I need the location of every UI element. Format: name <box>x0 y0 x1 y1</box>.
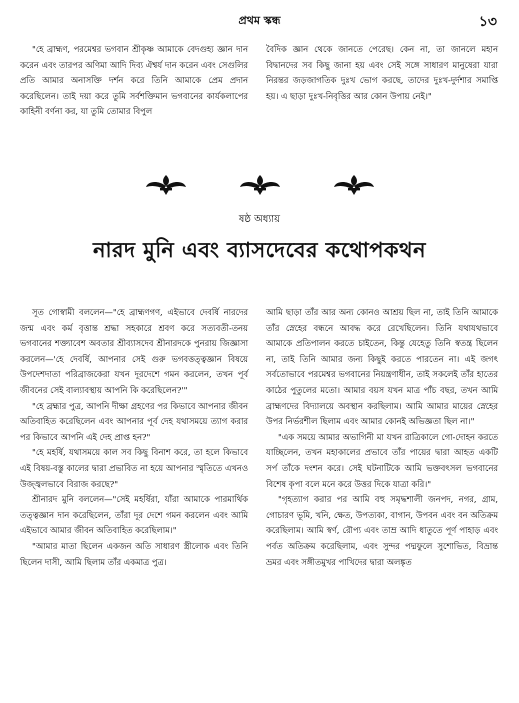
paragraph: "হে মহর্ষি, যথাসময়ে কাল সব কিছু বিনাশ করে, তা হলে কিভাবে এই বিষয়-বস্তু কালের দ্বারা প্রভাবিত না হয়ে আপনার স্মৃতিতে এখনও উজ্জ্বলভাবে বিরাজ করছে?" <box>20 447 248 489</box>
paragraph: বৈদিক জ্ঞান থেকে জানতে পেরেছ। কেন না, তা জানলে মহান বিদ্বানদের সব কিছু জানা হয় এবং সেই সঙ্গে সাধারণ মানুষেরা যারা নিরন্তর জড়জাগতিক দুঃখ ভোগ করছে, তাদের দুঃখ-দুর্দশার সমাপ্তি হয়। এ ছাড়া দুঃখ-নিবৃত্তির আর কোন উপায় নেই।" <box>266 44 498 101</box>
paragraph: "আমার মাতা ছিলেন একজন অতি সাধারণ স্ত্রীলোক এবং তিনি ছিলেন দাসী, আমি ছিলাম তাঁর একমাত্র পুত্র। <box>20 540 248 567</box>
paragraph: "এক সময়ে আমার অভাগিনী মা যখন রাত্রিকালে গো-দোহন করতে যাচ্ছিলেন, তখন মহাকালের প্রভাবে তাঁর পায়ের দ্বারা আহত একটি সর্প তাঁকে দংশন করে। সেই ঘটনাটিকে আমি ভক্তবৎসল ভগবানের বিশেষ কৃপা বলে মনে করে উত্তর দিকে যাত্রা করি।" <box>266 431 498 489</box>
paragraph: শ্রীনারদ মুনি বললেন—"সেই মহর্ষিরা, যাঁরা আমাকে পারমার্থিক তত্ত্বজ্ঞান দান করেছিলেন, তাঁরা দূর দেশে গমন করলেন এবং আমি এইভাবে আমার জীবন অতিবাহিত করেছিলাম।" <box>20 494 248 536</box>
page-number: ১৩ <box>478 14 497 30</box>
paragraph: আমি ছাড়া তাঁর আর অন্য কোনও আশ্রয় ছিল না, তাই তিনি আমাকে তাঁর স্নেহের বন্ধনে আবদ্ধ করে রেখেছিলেন। তিনি যথাযথভাবে আমাকে প্রতিপালন করতে চাইতেন, কিন্তু যেহেতু তিনি স্বতন্ত্র ছিলেন না, তাই তিনি আমার জন্য কিছুই করতে পারতেন না। এই জগৎ সর্বতোভাবে পরমেশ্বর ভগবানের নিয়ন্ত্রণাধীন, তাই সকলেই তাঁর হাতের কাঠের পুতুলের মতো। আমার বয়স যখন মাত্র পাঁচ বছর, তখন আমি ব্রাহ্মণদের বিদ্যালয়ে অবস্থান করছিলাম। আমি আমার মায়ের স্নেহের উপর নির্ভরশীল ছিলাম এবং আমার কোনই অভিজ্ঞতা ছিল না।" <box>266 307 498 427</box>
fleur-de-lis-icon <box>140 172 192 196</box>
paragraph: "হে ব্রহ্মার পুত্র, আপনি দীক্ষা গ্রহণের পর কিভাবে আপনার জীবন অতিবাহিত করেছিলেন এবং আপনার পূর্ব দেহ যথাসময়ে ত্যাগ করার পর কিভাবে আপনি এই দেহ প্রাপ্ত হন?" <box>20 400 248 442</box>
page-header <box>0 12 519 32</box>
paragraph: "হে ব্রাহ্মণ, পরমেশ্বর ভগবান শ্রীকৃষ্ণ আমাকে বেদগুহ্য জ্ঞান দান করেন এবং তারপর অণিমা আদি দিব্য ঐশ্বর্য দান করেন এবং সেগুলির প্রতি আমার অনাসক্তি দর্শন করে তিনি আমাকে প্রেম প্রদান করেছিলেন। তাই দয়া করে তুমি সর্বশক্তিমান ভগবানের কার্যকলাপের কাহিনী বর্ণনা কর, যা তুমি তোমার বিপুল <box>20 44 248 117</box>
chapter-title: নারদ মুনি এবং ব্যাসদেবের কথোপকথন <box>93 237 426 262</box>
main-right-column <box>266 305 498 570</box>
fleur-de-lis-icon <box>234 172 286 196</box>
top-right-column <box>266 42 498 104</box>
ornament-divider <box>0 172 519 200</box>
paragraph: সূত গোস্বামী বললেন—"হে ব্রাহ্মণগণ, এইভাবে দেবর্ষি নারদের জন্ম এবং কর্ম বৃত্তান্ত শ্রদ্ধা সহকারে শ্রবণ করে সত্যবতী-তনয় ভগবানের শক্ত্যাবেশ অবতার শ্রীব্যাসদেব শ্রীনারদকে পুনরায় জিজ্ঞাসা করলেন—'হে দেবর্ষি, আপনার সেই গুরু ভগবত্তত্ত্বজ্ঞান বিষয়ে উপদেশদাতা পরিব্রাজকেরা যখন দূরদেশে গমন করলেন, তখন পূর্ব জীবনের সেই বাল্যাবস্থায় আপনি কি করেছিলেন?'" <box>20 307 248 395</box>
fleur-de-lis-icon <box>328 172 380 196</box>
top-left-column <box>20 42 248 120</box>
canto-title: প্রথম স্কন্ধ <box>238 14 281 27</box>
main-left-column <box>20 305 248 570</box>
chapter-label: ষষ্ঠ অধ্যায় <box>238 214 281 225</box>
paragraph: "গৃহত্যাগ করার পর আমি বহু সমৃদ্ধশালী জনপদ, নগর, গ্রাম, গোচারণ ভূমি, খনি, ক্ষেত, উপত্যকা, বাগান, উপবন এবং বন অতিক্রম করেছিলাম। আমি স্বর্ণ, রৌপ্য এবং তাম্র আদি ধাতুতে পূর্ণ পাহাড় এবং পর্বত অতিক্রম করেছিলাম, এবং সুন্দর পদ্মফুলে সুশোভিত, বিভ্রান্ত ভ্রমর এবং সঙ্গীতমুখর পাখিদের দ্বারা অলঙ্কৃত <box>266 494 498 567</box>
